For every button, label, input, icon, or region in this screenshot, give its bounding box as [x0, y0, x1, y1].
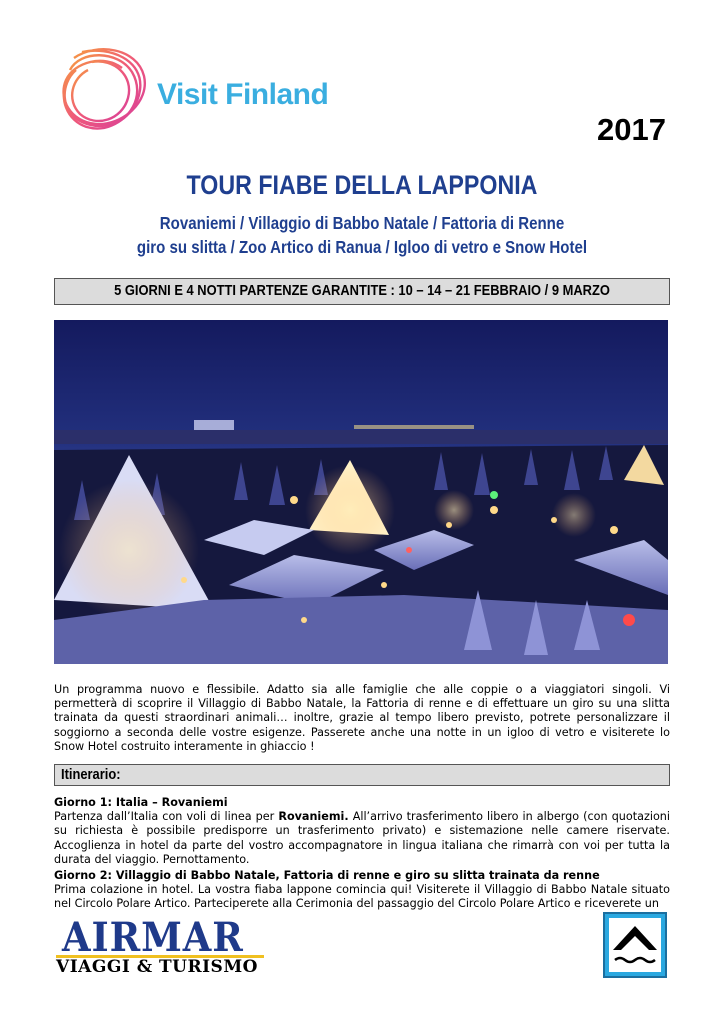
- itinerary-day-2: [54, 869, 670, 912]
- intro-paragraph: Un programma nuovo e flessibile. Adatto sia alle famiglie che alle coppie o a viaggiatori singoli. Vi permetterà di scoprire il Villaggio di Babbo Natale, la Fattoria di renne e di effettuare un giro su una slitta trainata da questi straordinari animali… inoltre, grazie al tempo libero previsto, potrete personalizzare il soggiorno a seconda delle vostre esigenze. Passerete anche una notte in un igloo di vetro e visiterete lo Snow Hotel costruito interamente in ghiaccio !: [54, 683, 670, 753]
- departures-bar: [54, 278, 670, 305]
- itinerary-bar: [54, 764, 670, 786]
- mountain-badge-icon: [603, 912, 667, 978]
- subtitle-line-1: Rovaniemi / Villaggio di Babbo Natale / Fattoria di Renne: [159, 213, 565, 233]
- airmar-company-name: AIRMAR: [62, 914, 244, 961]
- day-1-destination: Rovaniemi.: [278, 810, 349, 824]
- santa-village-photo: [54, 320, 668, 664]
- itinerary-day-1: [54, 796, 670, 867]
- brand-name: Visit Finland: [157, 78, 329, 111]
- airmar-tagline: VIAGGI & TURISMO: [56, 957, 258, 977]
- departures-text: 5 GIORNI E 4 NOTTI PARTENZE GARANTITE : 10 – 14 – 21 FEBBRAIO / 9 MARZO: [114, 282, 610, 299]
- day-2-title: Giorno 2: Villaggio di Babbo Natale, Fattoria di renne e giro su slitta trainata da renne: [54, 869, 600, 882]
- day-2-text: Prima colazione in hotel. La vostra fiaba lappone comincia qui! Visiterete il Villaggio di Babbo Natale situato nel Circolo Polare Artico. Parteciperete alla Cerimonia del passaggio del Circolo Polare Artico e riceverete un: [54, 883, 670, 911]
- year-label: 2017: [597, 112, 666, 147]
- day-1-title: Giorno 1: Italia – Rovaniemi: [54, 796, 228, 809]
- day-1-text-rest: All’arrivo trasferimento libero in albergo (con quotazioni su richiesta è possibile predisporre un trasferimento privato) e sistemazione nelle camere riservate. Accoglienza in hotel da parte del vostro accompagnatore in lingua italiana che rimarrà con voi per tutta la durata del viaggio. Pernottamento.: [54, 810, 670, 866]
- day-1-text-start: Partenza dall’Italia con voli di linea per: [54, 810, 279, 824]
- page-title: TOUR FIABE DELLA LAPPONIA: [186, 170, 538, 200]
- day-1-text: [54, 810, 670, 867]
- itinerary-heading: Itinerario:: [61, 766, 121, 783]
- subtitle-line-2: giro su slitta / Zoo Artico di Ranua / Igloo di vetro e Snow Hotel: [136, 237, 588, 257]
